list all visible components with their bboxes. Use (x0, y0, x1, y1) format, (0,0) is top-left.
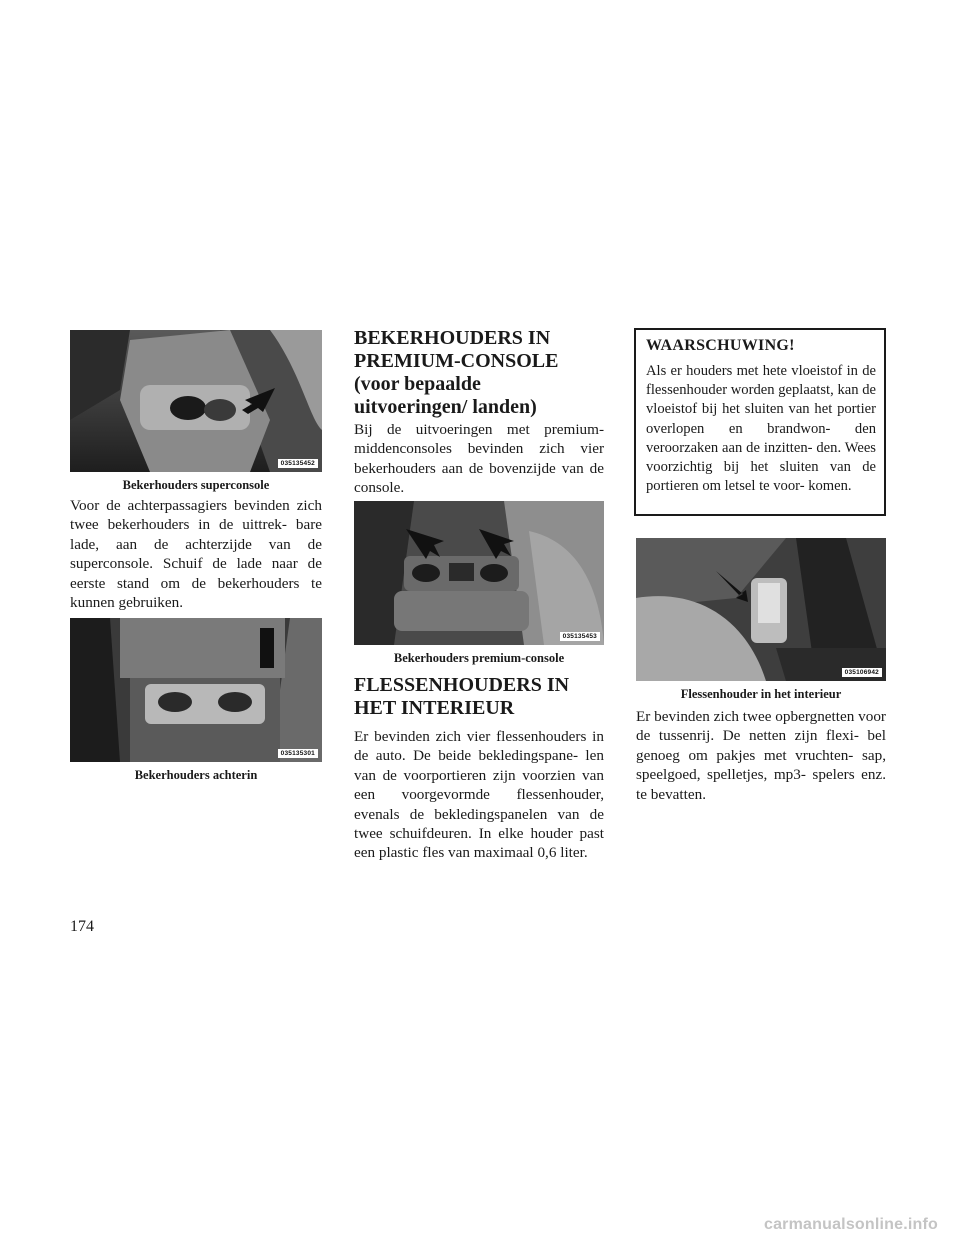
image-code: 035135453 (560, 632, 600, 641)
section-heading: BEKERHOUDERS IN PREMIUM-CONSOLE (voor bepaalde uitvoeringen/ landen) (354, 327, 559, 418)
watermark: carmanualsonline.info (763, 1216, 938, 1233)
section-heading: FLESSENHOUDERS IN HET INTERIEUR (354, 674, 570, 719)
photo-interior-bottle-holder (636, 538, 886, 681)
figure-caption: Flessenhouder in het interieur (680, 687, 842, 701)
image-code: 035135301 (278, 749, 318, 758)
photo-rear-cupholders (70, 618, 322, 762)
figure-caption: Bekerhouders superconsole (122, 478, 270, 492)
body-paragraph: Bij de uitvoeringen met premium- middenconsoles bevinden zich vier bekerhouders aan de bovenzijde van de console. (354, 421, 604, 497)
warning-box (634, 328, 886, 516)
image-code: 035106942 (842, 668, 882, 677)
figure-caption: Bekerhouders achterin (134, 768, 258, 782)
body-paragraph: Er bevinden zich vier flessenhouders in de auto. De beide bekledingspane- len van de voorportieren zijn voorzien van een voorgevormde flessenhouder, evenals de bekledingspanelen van de twee schuifdeuren. In elke houder past een plastic fles van maximaal 0,6 liter. (354, 728, 604, 862)
photo-superconsole-cupholders (70, 330, 322, 472)
body-paragraph: Voor de achterpassagiers bevinden zich twee bekerhouders in de uittrek- bare lade, aan de achterzijde van de superconsole. Schuif de lade naar de eerste stand om de bekerhouders te kunnen gebruiken. (70, 497, 322, 612)
figure-caption: Bekerhouders premium-console (393, 651, 565, 665)
warning-text: Als er houders met hete vloeistof in de flessenhouder worden geplaatst, kan de vloeistof bij het sluiten van het portier overlopen en brandwon- den veroorzaken aan de inzitten- den. Wees voorzichtig bij het sluiten van de portieren om letsel te voor- komen. (646, 363, 876, 495)
warning-title: WAARSCHUWING! (646, 337, 795, 354)
photo-premium-console-cupholders (354, 501, 604, 645)
page-number: 174 (70, 918, 94, 935)
body-paragraph: Er bevinden zich twee opbergnetten voor de tussenrij. De netten zijn flexi- bel genoeg om pakjes met vruchten- sap, speelgoed, spelletjes, mp3- spelers enz. te bevatten. (636, 708, 886, 803)
image-code: 035135452 (278, 459, 318, 468)
